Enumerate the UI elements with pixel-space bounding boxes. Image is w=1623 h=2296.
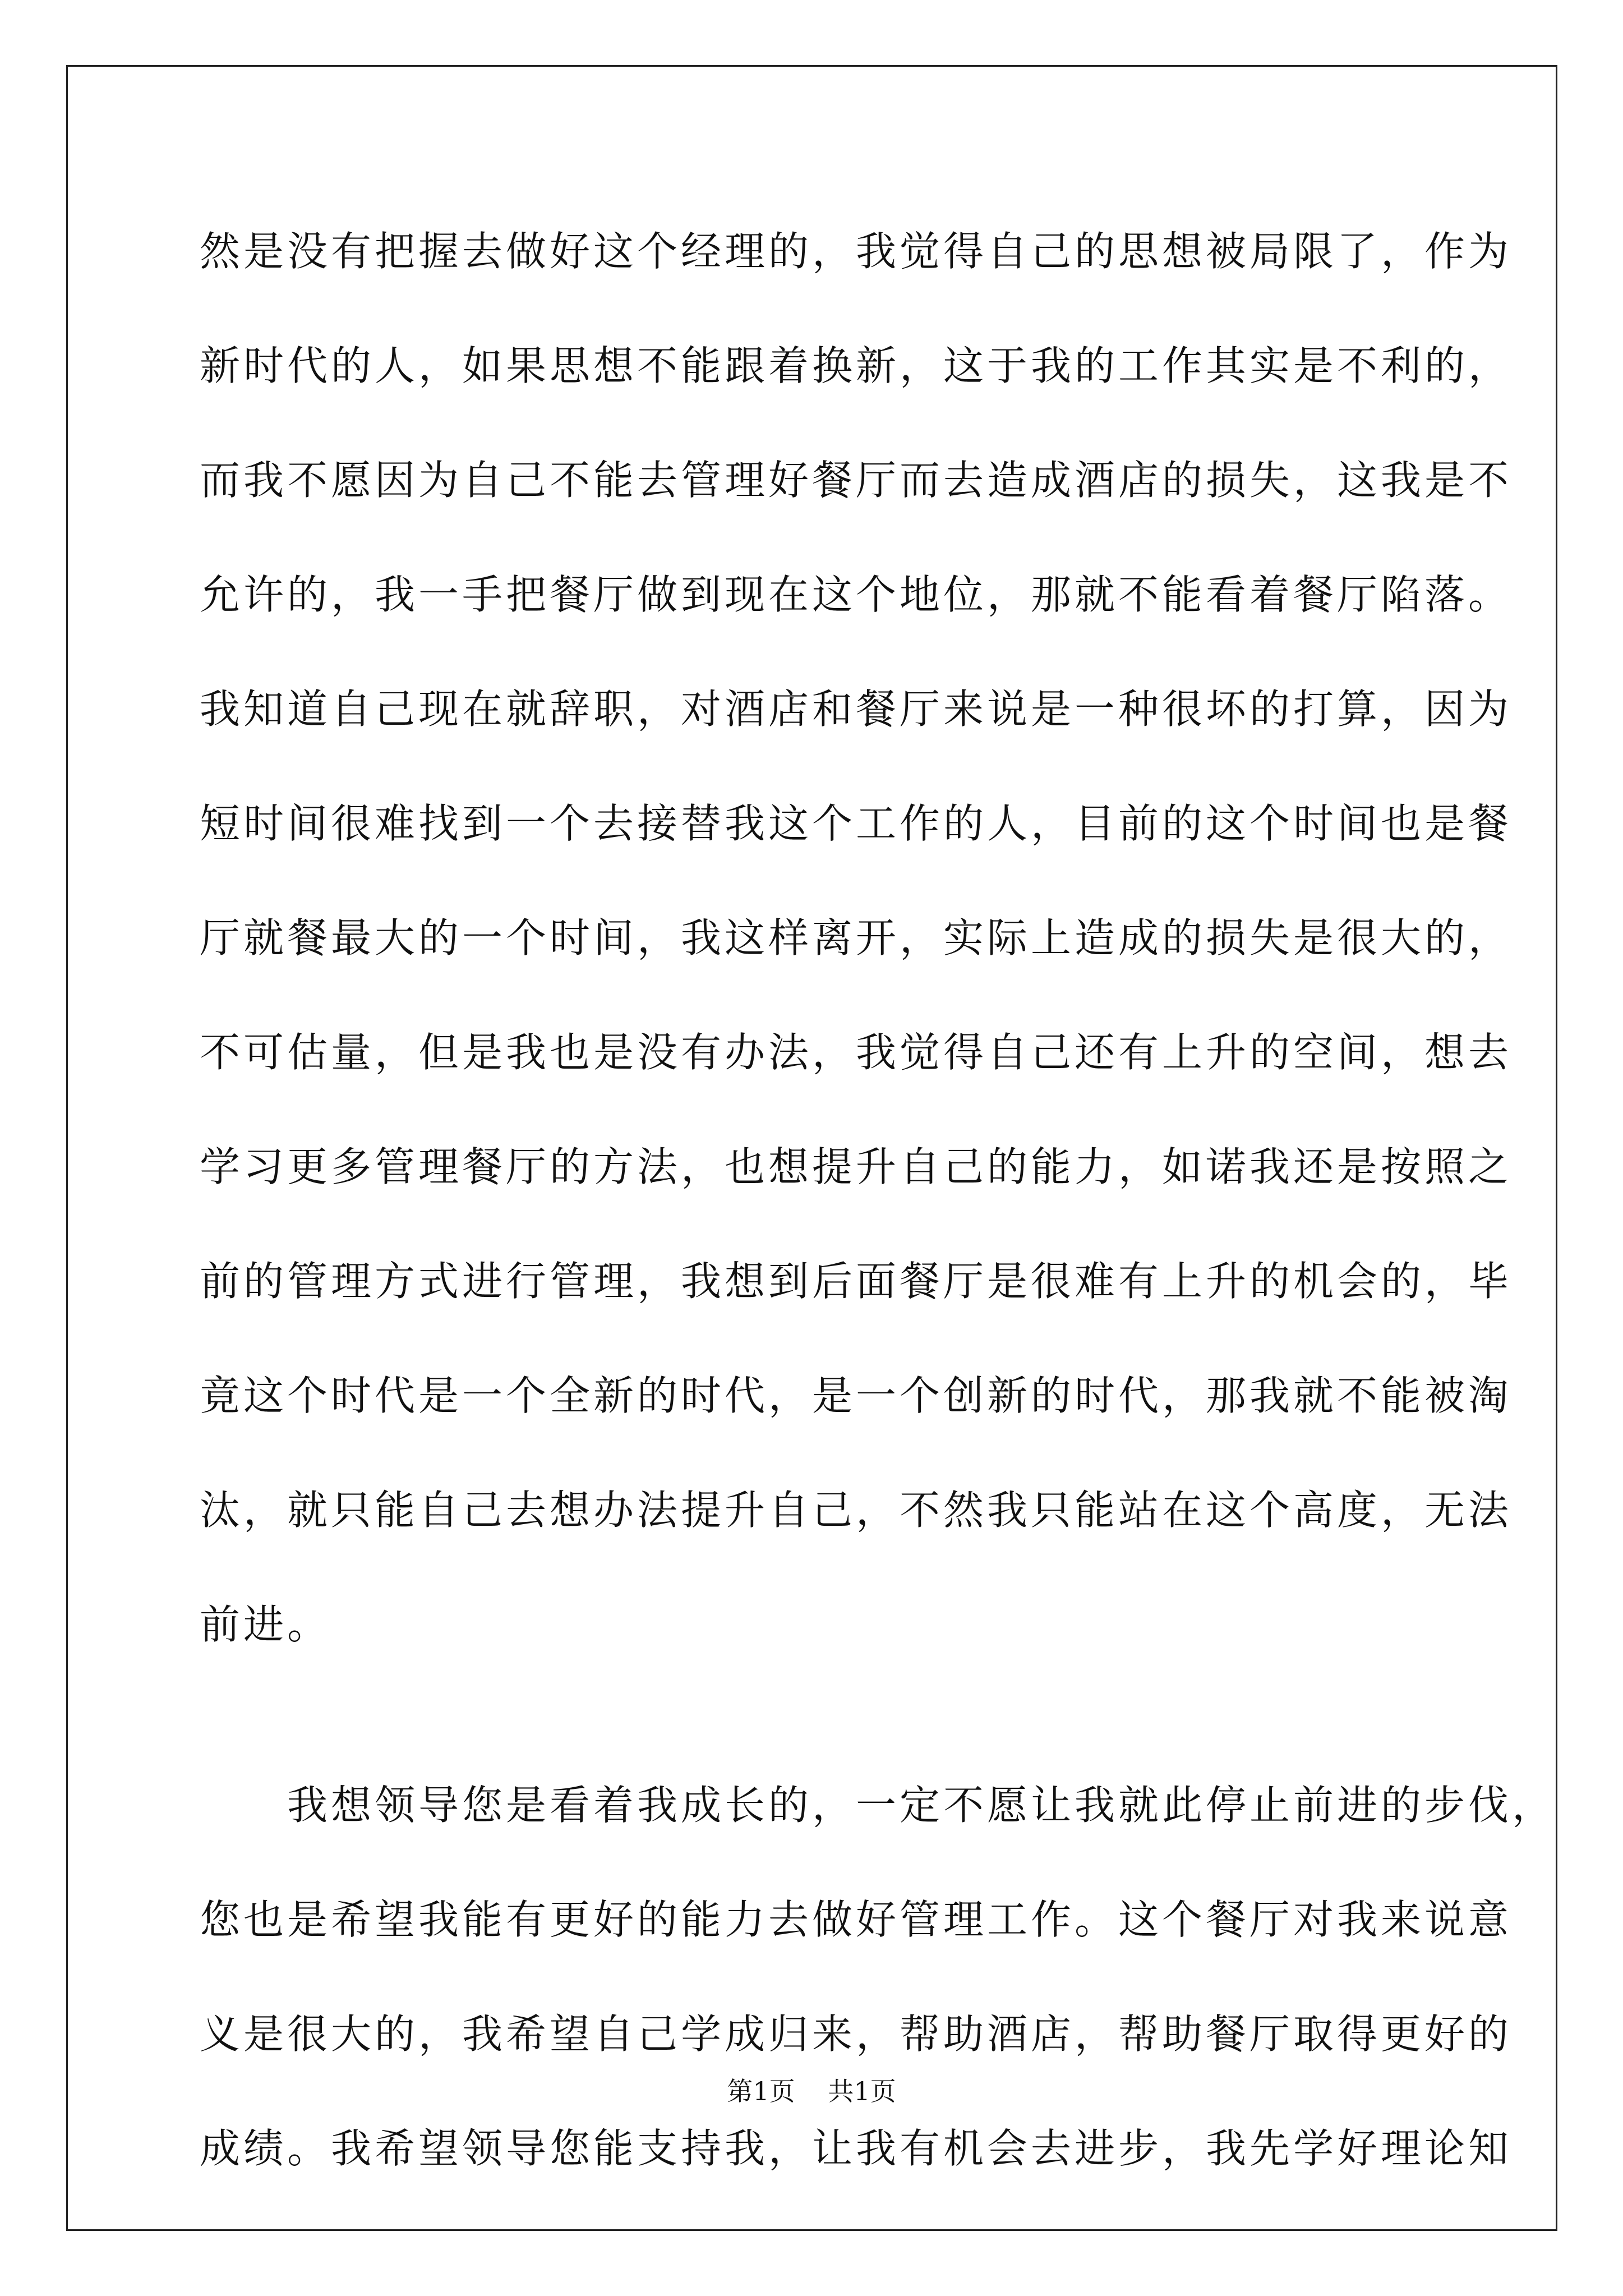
text-line: 竟这个时代是一个全新的时代，是一个创新的时代，那我就不能被淘 [200, 1372, 1513, 1419]
paragraph-2 [200, 1774, 1556, 2232]
text-line: 新时代的人，如果思想不能跟着换新，这于我的工作其实是不利的， [200, 342, 1513, 389]
paragraph-spacing [200, 1708, 1422, 1774]
text-line: 然是没有把握去做好这个经理的，我觉得自己的思想被局限了，作为 [200, 228, 1513, 275]
text-line: 义是很大的，我希望自己学成归来，帮助酒店，帮助餐厅取得更好的 [200, 2010, 1513, 2058]
text-line: 厅就餐最大的一个时间，我这样离开，实际上造成的损失是很大的， [200, 914, 1513, 961]
document-body [200, 220, 1556, 2232]
total-pages: 共1页 [828, 2076, 896, 2106]
text-line: 而我不愿因为自己不能去管理好餐厅而去造成酒店的损失，这我是不 [200, 457, 1513, 504]
page-number: 第1页 [727, 2076, 795, 2106]
text-line: 您也是希望我能有更好的能力去做好管理工作。这个餐厅对我来说意 [200, 1896, 1513, 1943]
text-line: 不可估量，但是我也是没有办法，我觉得自己还有上升的空间，想去 [200, 1029, 1513, 1076]
text-line: 成绩。我希望领导您能支持我，让我有机会去进步，我先学好理论知 [200, 2125, 1513, 2172]
text-line: 我想领导您是看着我成长的，一定不愿让我就此停止前进的步伐， [200, 1782, 1556, 1829]
text-line: 学习更多管理餐厅的方法，也想提升自己的能力，如诺我还是按照之 [200, 1143, 1513, 1190]
text-line: 允许的，我一手把餐厅做到现在这个地位，那就不能看着餐厅陷落。 [200, 571, 1513, 618]
page-footer [0, 2074, 1623, 2108]
text-line: 前的管理方式进行管理，我想到后面餐厅是很难有上升的机会的，毕 [200, 1258, 1513, 1305]
text-line: 我知道自己现在就辞职，对酒店和餐厅来说是一种很坏的打算，因为 [200, 685, 1513, 733]
text-line: 汰，就只能自己去想办法提升自己，不然我只能站在这个高度，无法 [200, 1487, 1513, 1534]
paragraph-1 [200, 220, 1513, 1708]
text-line: 短时间很难找到一个去接替我这个工作的人，目前的这个时间也是餐 [200, 800, 1513, 847]
text-line: 前进。 [200, 1601, 331, 1648]
